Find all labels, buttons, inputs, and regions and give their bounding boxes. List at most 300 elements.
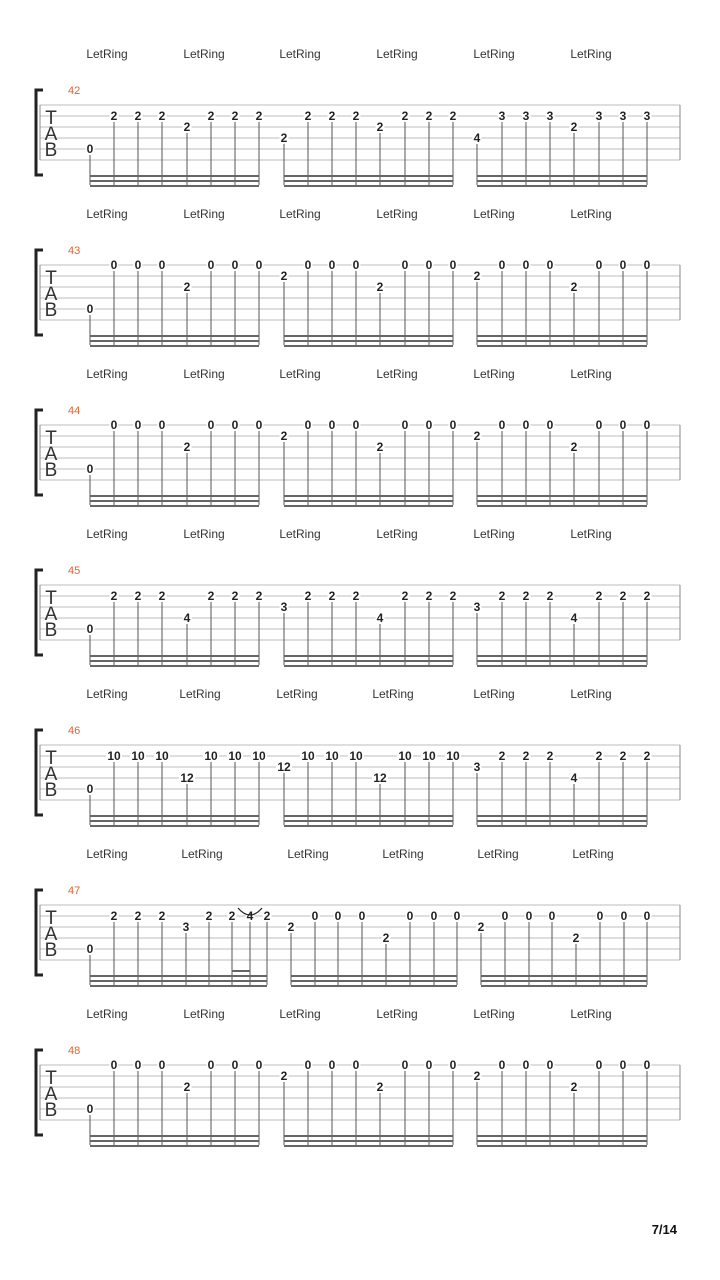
beam xyxy=(477,655,647,657)
fret-number: 10 xyxy=(446,749,460,763)
fret-number: 2 xyxy=(376,280,384,294)
fret-number: 0 xyxy=(548,909,556,923)
tab-clef-letter: A xyxy=(44,924,58,945)
beam xyxy=(284,660,453,662)
fret-number: 0 xyxy=(207,258,215,272)
fret-number: 2 xyxy=(546,589,554,603)
fret-number: 4 xyxy=(570,771,578,785)
tab-clef-letter: B xyxy=(44,300,58,321)
beam xyxy=(477,1140,647,1142)
fret-number: 10 xyxy=(252,749,266,763)
fret-number: 2 xyxy=(376,1080,384,1094)
beam xyxy=(90,500,259,502)
beam xyxy=(481,980,647,982)
fret-number: 0 xyxy=(86,302,94,316)
fret-number: 0 xyxy=(522,418,530,432)
fret-number: 4 xyxy=(246,909,254,923)
fret-number: 2 xyxy=(546,749,554,763)
fret-number: 2 xyxy=(595,589,603,603)
fret-number: 2 xyxy=(449,109,457,123)
fret-number: 2 xyxy=(522,589,530,603)
fret-number: 3 xyxy=(280,600,288,614)
let-ring-label: LetRing xyxy=(376,527,418,541)
beam xyxy=(481,975,647,977)
page-number: 7/14 xyxy=(651,1222,677,1237)
beam xyxy=(284,825,453,827)
fret-number: 3 xyxy=(498,109,506,123)
tab-system xyxy=(36,847,680,987)
tab-clef-letter: B xyxy=(44,780,58,801)
beam xyxy=(284,655,453,657)
measure-number: 47 xyxy=(68,885,81,897)
fret-number: 2 xyxy=(328,589,336,603)
fret-number: 0 xyxy=(255,258,263,272)
fret-number: 0 xyxy=(158,1058,166,1072)
fret-number: 0 xyxy=(406,909,414,923)
fret-number: 0 xyxy=(86,782,94,796)
fret-number: 4 xyxy=(183,611,191,625)
fret-number: 0 xyxy=(358,909,366,923)
beam xyxy=(477,1145,647,1147)
beam xyxy=(477,825,647,827)
fret-number: 2 xyxy=(255,589,263,603)
fret-number: 2 xyxy=(134,909,142,923)
beam xyxy=(477,495,647,497)
fret-number: 0 xyxy=(401,418,409,432)
fret-number: 2 xyxy=(158,109,166,123)
beam xyxy=(284,500,453,502)
let-ring-label: LetRing xyxy=(572,847,614,861)
let-ring-label: LetRing xyxy=(183,367,225,381)
let-ring-label: LetRing xyxy=(86,527,128,541)
fret-number: 0 xyxy=(643,258,651,272)
fret-number: 0 xyxy=(231,418,239,432)
fret-number: 0 xyxy=(498,258,506,272)
beam xyxy=(284,815,453,817)
let-ring-label: LetRing xyxy=(287,847,329,861)
beam xyxy=(284,820,453,822)
fret-number: 0 xyxy=(453,909,461,923)
beam xyxy=(90,985,267,987)
fret-number: 2 xyxy=(473,429,481,443)
fret-number: 2 xyxy=(304,109,312,123)
fret-number: 0 xyxy=(546,418,554,432)
fret-number: 2 xyxy=(328,109,336,123)
fret-number: 2 xyxy=(477,920,485,934)
fret-number: 0 xyxy=(304,418,312,432)
let-ring-label: LetRing xyxy=(473,687,515,701)
beam xyxy=(284,1135,453,1137)
let-ring-label: LetRing xyxy=(86,1007,128,1021)
fret-number: 2 xyxy=(376,440,384,454)
tab-clef-letter: A xyxy=(44,444,58,465)
fret-number: 0 xyxy=(255,1058,263,1072)
fret-number: 0 xyxy=(158,258,166,272)
beam xyxy=(90,820,259,822)
beam xyxy=(90,1140,259,1142)
let-ring-label: LetRing xyxy=(372,687,414,701)
fret-number: 0 xyxy=(522,1058,530,1072)
fret-number: 0 xyxy=(498,1058,506,1072)
let-ring-label: LetRing xyxy=(570,47,612,61)
tab-system xyxy=(36,207,680,347)
beam xyxy=(90,975,267,977)
let-ring-label: LetRing xyxy=(279,367,321,381)
fret-number: 2 xyxy=(570,1080,578,1094)
fret-number: 3 xyxy=(522,109,530,123)
fret-number: 0 xyxy=(619,258,627,272)
let-ring-label: LetRing xyxy=(276,687,318,701)
fret-number: 10 xyxy=(131,749,145,763)
let-ring-label: LetRing xyxy=(179,687,221,701)
fret-number: 0 xyxy=(334,909,342,923)
fret-number: 10 xyxy=(349,749,363,763)
fret-number: 2 xyxy=(619,749,627,763)
let-ring-label: LetRing xyxy=(570,1007,612,1021)
fret-number: 2 xyxy=(595,749,603,763)
fret-number: 0 xyxy=(86,142,94,156)
tab-clef-letter: B xyxy=(44,1100,58,1121)
let-ring-label: LetRing xyxy=(473,1007,515,1021)
fret-number: 2 xyxy=(183,440,191,454)
beam xyxy=(90,495,259,497)
beam xyxy=(284,345,453,347)
fret-number: 2 xyxy=(570,120,578,134)
beam xyxy=(90,660,259,662)
let-ring-label: LetRing xyxy=(279,47,321,61)
fret-number: 2 xyxy=(183,1080,191,1094)
fret-number: 0 xyxy=(525,909,533,923)
beam xyxy=(284,185,453,187)
fret-number: 2 xyxy=(643,589,651,603)
fret-number: 0 xyxy=(134,1058,142,1072)
beam xyxy=(291,975,457,977)
beam xyxy=(477,505,647,507)
fret-number: 2 xyxy=(376,120,384,134)
let-ring-label: LetRing xyxy=(473,47,515,61)
tab-system xyxy=(36,1007,680,1147)
fret-number: 0 xyxy=(311,909,319,923)
fret-number: 10 xyxy=(107,749,121,763)
fret-number: 2 xyxy=(401,589,409,603)
fret-number: 2 xyxy=(643,749,651,763)
fret-number: 0 xyxy=(619,1058,627,1072)
fret-number: 0 xyxy=(352,418,360,432)
let-ring-label: LetRing xyxy=(86,847,128,861)
let-ring-label: LetRing xyxy=(570,687,612,701)
beam xyxy=(284,175,453,177)
tab-clef-letter: T xyxy=(45,108,57,129)
fret-number: 2 xyxy=(110,109,118,123)
fret-number: 12 xyxy=(373,771,387,785)
measure-number: 43 xyxy=(68,245,81,257)
tab-clef-letter: T xyxy=(45,748,57,769)
tab-clef-letter: A xyxy=(44,764,58,785)
fret-number: 0 xyxy=(231,258,239,272)
beam xyxy=(90,180,259,182)
beam xyxy=(284,335,453,337)
fret-number: 2 xyxy=(280,1069,288,1083)
let-ring-label: LetRing xyxy=(181,847,223,861)
fret-number: 2 xyxy=(255,109,263,123)
fret-number: 2 xyxy=(425,589,433,603)
tab-system xyxy=(36,527,680,667)
fret-number: 2 xyxy=(382,931,390,945)
fret-number: 2 xyxy=(134,589,142,603)
fret-number: 2 xyxy=(158,589,166,603)
fret-number: 2 xyxy=(570,280,578,294)
fret-number: 0 xyxy=(86,1102,94,1116)
fret-number: 3 xyxy=(643,109,651,123)
beam xyxy=(477,185,647,187)
beam xyxy=(477,500,647,502)
fret-number: 0 xyxy=(352,1058,360,1072)
beam xyxy=(284,340,453,342)
tab-clef-letter: T xyxy=(45,1068,57,1089)
let-ring-label: LetRing xyxy=(183,47,225,61)
measure-number: 42 xyxy=(68,85,81,97)
let-ring-label: LetRing xyxy=(473,527,515,541)
tab-clef-letter: T xyxy=(45,908,57,929)
fret-number: 0 xyxy=(595,1058,603,1072)
beam xyxy=(90,815,259,817)
beam xyxy=(90,345,259,347)
fret-number: 2 xyxy=(352,589,360,603)
fret-number: 0 xyxy=(425,1058,433,1072)
fret-number: 4 xyxy=(570,611,578,625)
fret-number: 3 xyxy=(182,920,190,934)
fret-number: 10 xyxy=(398,749,412,763)
beam xyxy=(90,505,259,507)
beam xyxy=(90,340,259,342)
fret-number: 0 xyxy=(595,418,603,432)
fret-number: 0 xyxy=(158,418,166,432)
fret-number: 0 xyxy=(328,258,336,272)
let-ring-label: LetRing xyxy=(279,527,321,541)
fret-number: 12 xyxy=(180,771,194,785)
fret-number: 2 xyxy=(498,589,506,603)
fret-number: 2 xyxy=(207,109,215,123)
fret-number: 3 xyxy=(595,109,603,123)
tab-clef-letter: B xyxy=(44,620,58,641)
tab-clef-letter: T xyxy=(45,588,57,609)
fret-number: 0 xyxy=(619,418,627,432)
fret-number: 2 xyxy=(304,589,312,603)
let-ring-label: LetRing xyxy=(382,847,424,861)
let-ring-label: LetRing xyxy=(183,1007,225,1021)
let-ring-label: LetRing xyxy=(376,47,418,61)
fret-number: 2 xyxy=(473,1069,481,1083)
fret-number: 0 xyxy=(304,1058,312,1072)
beam xyxy=(477,815,647,817)
fret-number: 2 xyxy=(183,120,191,134)
tab-system xyxy=(36,687,680,827)
let-ring-label: LetRing xyxy=(473,207,515,221)
measure-number: 48 xyxy=(68,1045,81,1057)
fret-number: 0 xyxy=(643,1058,651,1072)
beam xyxy=(477,665,647,667)
fret-number: 0 xyxy=(328,418,336,432)
beam xyxy=(90,185,259,187)
let-ring-label: LetRing xyxy=(473,367,515,381)
fret-number: 0 xyxy=(328,1058,336,1072)
beam xyxy=(284,495,453,497)
fret-number: 10 xyxy=(228,749,242,763)
fret-number: 10 xyxy=(325,749,339,763)
fret-number: 2 xyxy=(231,109,239,123)
fret-number: 0 xyxy=(546,1058,554,1072)
measure-number: 45 xyxy=(68,565,81,577)
fret-number: 0 xyxy=(449,1058,457,1072)
fret-number: 0 xyxy=(207,418,215,432)
beam xyxy=(284,505,453,507)
fret-number: 0 xyxy=(134,258,142,272)
beam xyxy=(477,345,647,347)
fret-number: 0 xyxy=(304,258,312,272)
tab-clef-letter: A xyxy=(44,124,58,145)
fret-number: 0 xyxy=(643,418,651,432)
let-ring-label: LetRing xyxy=(279,1007,321,1021)
fret-number: 0 xyxy=(425,258,433,272)
fret-number: 0 xyxy=(231,1058,239,1072)
fret-number: 0 xyxy=(86,462,94,476)
fret-number: 0 xyxy=(86,622,94,636)
measure-number: 46 xyxy=(68,725,81,737)
tab-system xyxy=(36,367,680,507)
let-ring-label: LetRing xyxy=(279,207,321,221)
tab-clef-letter: A xyxy=(44,284,58,305)
fret-number: 3 xyxy=(619,109,627,123)
fret-number: 2 xyxy=(158,909,166,923)
beam xyxy=(477,175,647,177)
let-ring-label: LetRing xyxy=(86,47,128,61)
let-ring-label: LetRing xyxy=(86,367,128,381)
fret-number: 10 xyxy=(204,749,218,763)
measure-number: 44 xyxy=(68,405,81,417)
beam xyxy=(90,980,267,982)
beam xyxy=(477,820,647,822)
beam xyxy=(90,1145,259,1147)
fret-number: 0 xyxy=(86,942,94,956)
fret-number: 0 xyxy=(425,418,433,432)
fret-number: 2 xyxy=(110,909,118,923)
fret-number: 0 xyxy=(207,1058,215,1072)
fret-number: 2 xyxy=(231,589,239,603)
fret-number: 0 xyxy=(401,258,409,272)
beam xyxy=(481,985,647,987)
beam xyxy=(90,825,259,827)
let-ring-label: LetRing xyxy=(376,207,418,221)
beam xyxy=(284,1140,453,1142)
tab-clef-letter: B xyxy=(44,140,58,161)
fret-number: 0 xyxy=(255,418,263,432)
fret-number: 0 xyxy=(110,258,118,272)
fret-number: 0 xyxy=(430,909,438,923)
fret-number: 2 xyxy=(572,931,580,945)
tab-clef-letter: B xyxy=(44,460,58,481)
fret-number: 2 xyxy=(352,109,360,123)
fret-number: 0 xyxy=(596,909,604,923)
fret-number: 2 xyxy=(228,909,236,923)
fret-number: 2 xyxy=(522,749,530,763)
fret-number: 10 xyxy=(301,749,315,763)
beam xyxy=(477,660,647,662)
fret-number: 0 xyxy=(501,909,509,923)
fret-number: 2 xyxy=(401,109,409,123)
fret-number: 2 xyxy=(110,589,118,603)
fret-number: 0 xyxy=(643,909,651,923)
beam xyxy=(90,1135,259,1137)
fret-number: 0 xyxy=(522,258,530,272)
fret-number: 0 xyxy=(134,418,142,432)
fret-number: 2 xyxy=(280,429,288,443)
fret-number: 0 xyxy=(401,1058,409,1072)
fret-number: 2 xyxy=(280,131,288,145)
fret-number: 2 xyxy=(183,280,191,294)
beam xyxy=(90,175,259,177)
tab-clef-letter: T xyxy=(45,268,57,289)
let-ring-label: LetRing xyxy=(86,687,128,701)
fret-number: 3 xyxy=(473,760,481,774)
tab-clef-letter: B xyxy=(44,940,58,961)
tab-clef-letter: A xyxy=(44,604,58,625)
fret-number: 0 xyxy=(110,1058,118,1072)
tab-clef-letter: A xyxy=(44,1084,58,1105)
fret-number: 2 xyxy=(134,109,142,123)
fret-number: 4 xyxy=(376,611,384,625)
beam xyxy=(477,340,647,342)
fret-number: 0 xyxy=(620,909,628,923)
let-ring-label: LetRing xyxy=(376,367,418,381)
fret-number: 2 xyxy=(287,920,295,934)
let-ring-label: LetRing xyxy=(183,527,225,541)
beam xyxy=(291,985,457,987)
fret-number: 2 xyxy=(280,269,288,283)
beam xyxy=(477,1135,647,1137)
fret-number: 2 xyxy=(498,749,506,763)
let-ring-label: LetRing xyxy=(183,207,225,221)
beam xyxy=(477,180,647,182)
fret-number: 3 xyxy=(546,109,554,123)
beam xyxy=(284,180,453,182)
beam xyxy=(90,335,259,337)
beam xyxy=(284,1145,453,1147)
beam xyxy=(284,665,453,667)
fret-number: 2 xyxy=(449,589,457,603)
beam xyxy=(291,980,457,982)
fret-number: 2 xyxy=(207,589,215,603)
fret-number: 3 xyxy=(473,600,481,614)
let-ring-label: LetRing xyxy=(86,207,128,221)
beam xyxy=(232,970,250,972)
tab-clef-letter: T xyxy=(45,428,57,449)
fret-number: 0 xyxy=(449,258,457,272)
fret-number: 10 xyxy=(422,749,436,763)
fret-number: 4 xyxy=(473,131,481,145)
fret-number: 2 xyxy=(205,909,213,923)
beam xyxy=(90,665,259,667)
fret-number: 0 xyxy=(449,418,457,432)
let-ring-label: LetRing xyxy=(570,527,612,541)
beam xyxy=(477,335,647,337)
let-ring-label: LetRing xyxy=(477,847,519,861)
fret-number: 10 xyxy=(155,749,169,763)
let-ring-label: LetRing xyxy=(570,207,612,221)
let-ring-label: LetRing xyxy=(570,367,612,381)
fret-number: 0 xyxy=(546,258,554,272)
fret-number: 0 xyxy=(595,258,603,272)
let-ring-label: LetRing xyxy=(376,1007,418,1021)
